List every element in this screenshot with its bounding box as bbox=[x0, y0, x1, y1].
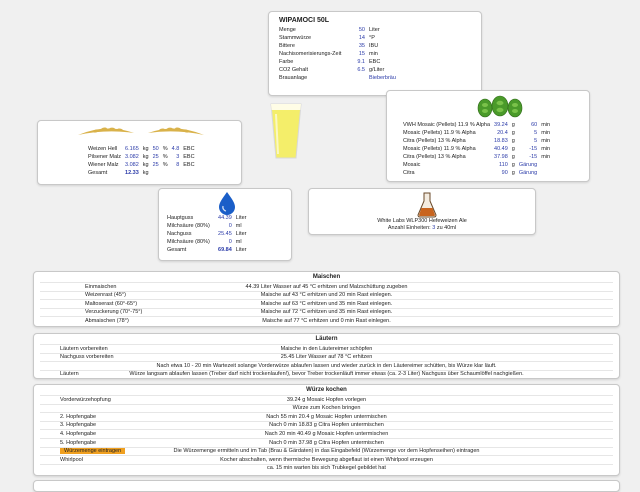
process-row bbox=[40, 395, 613, 403]
process-step-label: Läutern vorbereiten bbox=[60, 345, 108, 352]
water-unit: Liter bbox=[235, 215, 247, 221]
hop-unit: g bbox=[511, 122, 515, 128]
recipe-label: Brauanlage bbox=[279, 75, 308, 81]
recipe-row bbox=[277, 34, 398, 42]
laeutern-title: Läutern bbox=[315, 336, 338, 342]
process-step-label: Vorderwürzehopfung bbox=[60, 396, 111, 403]
water-row bbox=[165, 214, 249, 222]
recipe-unit: EBC bbox=[369, 59, 381, 65]
water-label: Nachguss bbox=[167, 231, 192, 237]
hop-amount: 39.24 bbox=[494, 122, 508, 128]
recipe-unit: °P bbox=[369, 35, 375, 41]
yeast-amount-unit: zu 40ml bbox=[436, 225, 457, 231]
process-step-label: 2. Hopfengabe bbox=[60, 413, 97, 420]
kochen-section bbox=[33, 384, 620, 476]
hop-name: Citra (Pellets) 13 % Alpha bbox=[403, 154, 466, 160]
wuerzemenge-eintragen-link[interactable]: Würzemenge eintragen bbox=[60, 448, 125, 454]
recipe-unit: g/Liter bbox=[369, 67, 385, 73]
hop-time-unit bbox=[539, 161, 552, 169]
process-step-text: Nach 55 min 20.4 g Mosaic Hopfen untermischen bbox=[266, 413, 387, 420]
process-step-label: Verzuckerung (70°-75°) bbox=[85, 309, 143, 316]
water-label: Milchsäure (80%) bbox=[167, 223, 210, 229]
process-row bbox=[40, 404, 613, 412]
hop-amount: 40.49 bbox=[494, 146, 508, 152]
water-value: 69.84 bbox=[218, 247, 232, 253]
water-unit: ml bbox=[235, 239, 242, 245]
process-row bbox=[40, 447, 613, 455]
malt-ebc: 3 bbox=[176, 154, 180, 160]
malt-kg: 6.165 bbox=[125, 146, 139, 152]
hop-row bbox=[401, 153, 552, 161]
malt-kg-unit: kg bbox=[142, 154, 149, 160]
hop-time-unit: min bbox=[541, 122, 551, 128]
hop-row bbox=[401, 169, 552, 177]
yeast-amount: 3 bbox=[432, 225, 436, 231]
hop-time-unit bbox=[539, 169, 552, 177]
process-step-text: Maische auf 43 °C erhitzen und 20 min Rast einlegen. bbox=[260, 292, 393, 299]
recipe-row bbox=[277, 42, 398, 50]
hop-time: 60 bbox=[531, 122, 538, 128]
hop-time-unit: min bbox=[541, 130, 551, 136]
water-label: Hauptguss bbox=[167, 215, 194, 221]
malt-ebc: 8 bbox=[176, 162, 180, 168]
process-step-text: Nach 0 min 37.98 g Citra Hopfen untermischen bbox=[269, 439, 384, 446]
recipe-unit: min bbox=[369, 51, 378, 57]
hop-time: 5 bbox=[534, 138, 538, 144]
hop-time: 5 bbox=[534, 130, 538, 136]
recipe-row bbox=[277, 58, 398, 66]
process-step-label: Läutern bbox=[60, 371, 79, 378]
hops-card bbox=[386, 90, 590, 182]
recipe-unit: Liter bbox=[369, 27, 380, 33]
hop-row bbox=[401, 129, 552, 137]
malt-pct-unit: % bbox=[162, 154, 168, 160]
hop-time-unit: min bbox=[541, 138, 551, 144]
hop-unit: g bbox=[511, 162, 515, 168]
water-value: 0 bbox=[228, 239, 232, 245]
hop-cones-icon bbox=[475, 94, 525, 122]
recipe-row bbox=[277, 26, 398, 34]
process-row bbox=[40, 455, 613, 463]
water-row bbox=[165, 222, 249, 230]
malt-pct: 25 bbox=[152, 162, 159, 168]
water-unit: Liter bbox=[235, 231, 247, 237]
process-step-text: 44.39 Liter Wasser auf 45 °C erhitzen und Malzschüttung zugeben bbox=[245, 283, 408, 290]
process-step-text: Maische auf 63 °C erhitzen und 35 min Rast einlegen. bbox=[260, 300, 393, 307]
hop-unit: g bbox=[511, 146, 515, 152]
malt-row bbox=[86, 145, 197, 153]
process-step-label: 5. Hopfengabe bbox=[60, 439, 97, 446]
hop-time: Gärung bbox=[518, 162, 538, 168]
process-row bbox=[40, 316, 613, 324]
hop-amount: 20.4 bbox=[497, 130, 508, 136]
beer-glass-icon bbox=[268, 102, 304, 160]
recipe-label: Menge bbox=[279, 27, 296, 33]
process-step-text: Nach 20 min 40.49 g Mosaic Hopfen untermischen bbox=[264, 430, 389, 437]
malt-total-label: Gesamt bbox=[88, 170, 108, 176]
malt-total-unit: kg bbox=[142, 170, 149, 176]
malt-pct: 25 bbox=[152, 154, 159, 160]
water-unit: ml bbox=[235, 223, 242, 229]
malt-ebc-unit: EBC bbox=[183, 154, 195, 160]
hop-name: VWH Mosaic (Pellets) 11.9 % Alpha bbox=[403, 122, 491, 128]
process-step-text: 39.24 g Mosaic Hopfen vorlegen bbox=[286, 396, 367, 403]
process-row bbox=[40, 412, 613, 420]
process-row bbox=[40, 464, 613, 472]
maischen-section bbox=[33, 271, 620, 327]
water-row bbox=[165, 238, 249, 246]
malt-kg: 3.082 bbox=[125, 154, 139, 160]
process-row bbox=[40, 291, 613, 299]
yeast-name: White Labs WLP300 Hefeweizen Ale bbox=[377, 218, 467, 224]
process-row bbox=[40, 370, 613, 378]
recipe-value: 35 bbox=[358, 43, 365, 49]
water-row bbox=[165, 246, 249, 254]
hop-name: Mosaic bbox=[403, 162, 421, 168]
malt-pct-unit: % bbox=[162, 162, 168, 168]
maischen-title: Maischen bbox=[312, 274, 341, 280]
process-step-text: Nach 0 min 18.83 g Citra Hopfen untermischen bbox=[269, 422, 384, 429]
water-value: 25.45 bbox=[218, 231, 232, 237]
process-row bbox=[40, 344, 613, 352]
hop-name: Citra bbox=[403, 170, 415, 176]
recipe-value: 9.1 bbox=[357, 59, 365, 65]
hop-unit: g bbox=[511, 154, 515, 160]
malt-kg-unit: kg bbox=[142, 162, 149, 168]
malt-kg-unit: kg bbox=[142, 146, 149, 152]
recipe-row bbox=[277, 66, 398, 74]
hop-name: Mosaic (Pellets) 11.9 % Alpha bbox=[403, 130, 476, 136]
recipe-summary-card bbox=[268, 11, 482, 96]
malt-pct: 50 bbox=[152, 146, 159, 152]
process-step-label: 4. Hopfengabe bbox=[60, 430, 97, 437]
process-step-text: Maische in den Läutereimer schöpfen bbox=[280, 345, 373, 352]
malt-kg: 3.082 bbox=[125, 162, 139, 168]
process-step-text: Maische auf 77 °C erhitzen und 0 min Rast einlegen. bbox=[262, 317, 391, 324]
malt-pct-unit: % bbox=[162, 146, 168, 152]
recipe-table bbox=[277, 26, 398, 82]
hop-amount: 90 bbox=[501, 170, 508, 176]
water-row bbox=[165, 230, 249, 238]
recipe-row bbox=[277, 50, 398, 58]
hop-amount: 110 bbox=[499, 162, 508, 168]
flask-icon bbox=[417, 192, 437, 218]
hop-time: Gärung bbox=[518, 170, 538, 176]
yeast-card bbox=[308, 188, 536, 235]
laeutern-section bbox=[33, 333, 620, 379]
process-step-label: Weizenrast (45°) bbox=[85, 292, 126, 299]
process-row bbox=[40, 421, 613, 429]
process-step-text: 25.45 Liter Wasser auf 78 °C erhitzen bbox=[280, 354, 373, 361]
process-step-text: Würze langsam ablaufen lassen (Treber darf nicht trockenlaufen!), bevor Treber trockenläuft immer etwas (ca. 2-3 Liter) Nachguss über Schaumlöffel nachgießen. bbox=[129, 371, 524, 378]
malt-card bbox=[37, 120, 242, 185]
recipe-value: 50 bbox=[358, 27, 365, 33]
water-label: Gesamt bbox=[167, 247, 187, 253]
hop-unit: g bbox=[511, 138, 515, 144]
next-section bbox=[33, 480, 620, 492]
recipe-value bbox=[347, 74, 367, 82]
process-step-label: Whirlpool bbox=[60, 456, 83, 463]
recipe-unit: Bieberbräu bbox=[369, 75, 396, 81]
hop-row bbox=[401, 137, 552, 145]
water-unit: Liter bbox=[235, 247, 247, 253]
recipe-value: 6.5 bbox=[357, 67, 365, 73]
hop-name: Citra (Pellets) 13 % Alpha bbox=[403, 138, 466, 144]
malt-total-kg: 12.33 bbox=[125, 170, 139, 176]
process-step-text: Nach etwa 10 - 20 min Wartezeit solange Vorderwürze ablaufen lassen und wieder zurück in den Läutereimer schütten, bis Würze klar läuft. bbox=[156, 362, 497, 369]
malt-row bbox=[86, 161, 197, 169]
water-label: Milchsäure (80%) bbox=[167, 239, 210, 245]
malt-ebc-unit: EBC bbox=[183, 162, 195, 168]
hop-amount: 37.98 bbox=[494, 154, 508, 160]
process-step-label: Abmaischen (78°) bbox=[85, 317, 129, 324]
process-row bbox=[40, 438, 613, 446]
recipe-label: Bittere bbox=[279, 43, 295, 49]
process-row bbox=[40, 282, 613, 290]
process-step-text: Maische auf 72 °C erhitzen und 35 min Rast einlegen. bbox=[260, 309, 393, 316]
process-row bbox=[40, 299, 613, 307]
process-step-label: Einmaischen bbox=[85, 283, 117, 290]
water-card bbox=[158, 188, 292, 261]
process-row bbox=[40, 353, 613, 361]
malt-name: Weizen Hell bbox=[88, 146, 118, 152]
water-value: 0 bbox=[228, 223, 232, 229]
malt-name: Wiener Malz bbox=[88, 162, 119, 168]
malt-table bbox=[86, 145, 197, 177]
malt-row bbox=[86, 153, 197, 161]
process-step-label: Maltoserast (60°-65°) bbox=[85, 300, 138, 307]
hop-unit: g bbox=[511, 170, 515, 176]
wheat-icon bbox=[76, 123, 206, 143]
recipe-label: CO2 Gehalt bbox=[279, 67, 309, 73]
recipe-unit: IBU bbox=[369, 43, 379, 49]
recipe-label: Stammwürze bbox=[279, 35, 312, 41]
malt-total-row bbox=[86, 169, 197, 177]
process-step-text: Kocher abschalten, wenn thermische Bewegung abgeflaut ist einen Whirlpool erzeugen bbox=[220, 456, 433, 463]
hop-amount: 18.83 bbox=[494, 138, 508, 144]
water-table bbox=[165, 214, 249, 254]
hop-time-unit: min bbox=[541, 154, 551, 160]
recipe-label: Nachisomerisierungs-Zeit bbox=[279, 51, 342, 57]
process-row bbox=[40, 429, 613, 437]
yeast-amount-label: Anzahl Einheiten: bbox=[387, 225, 431, 231]
water-drop-icon bbox=[217, 191, 237, 215]
hop-time: -15 bbox=[529, 154, 538, 160]
recipe-name: WIPAMOCI 50L bbox=[279, 17, 330, 24]
process-step-label: Nachguss vorbereiten bbox=[60, 354, 114, 361]
malt-name: Pilsener Malz bbox=[88, 154, 122, 160]
process-step-text: Würze zum Kochen bringen bbox=[292, 405, 361, 412]
recipe-row bbox=[277, 74, 398, 82]
process-step-text: ca. 15 min warten bis sich Trubkegel gebildet hat bbox=[267, 465, 386, 472]
malt-ebc-unit: EBC bbox=[183, 146, 195, 152]
malt-ebc: 4.8 bbox=[171, 146, 180, 152]
hop-name: Mosaic (Pellets) 11.9 % Alpha bbox=[403, 146, 476, 152]
kochen-title: Würze kochen bbox=[306, 387, 347, 393]
process-row bbox=[40, 361, 613, 369]
hops-table bbox=[401, 121, 552, 177]
hop-unit: g bbox=[511, 130, 515, 136]
hop-row bbox=[401, 145, 552, 153]
process-step-text: Die Würzemenge ermitteln und im Tab (Brau & Gärdaten) in das Eingabefeld (Würzemenge vor dem Hopfenseihen) eintragen bbox=[173, 448, 480, 455]
hop-row bbox=[401, 161, 552, 169]
process-row bbox=[40, 308, 613, 316]
recipe-value: 14 bbox=[358, 35, 365, 41]
hop-row bbox=[401, 121, 552, 129]
hop-time-unit: min bbox=[541, 146, 551, 152]
hop-time: -15 bbox=[529, 146, 538, 152]
recipe-value: 15 bbox=[358, 51, 365, 57]
process-step-label: 3. Hopfengabe bbox=[60, 422, 97, 429]
water-value: 44.39 bbox=[218, 215, 232, 221]
recipe-label: Farbe bbox=[279, 59, 294, 65]
